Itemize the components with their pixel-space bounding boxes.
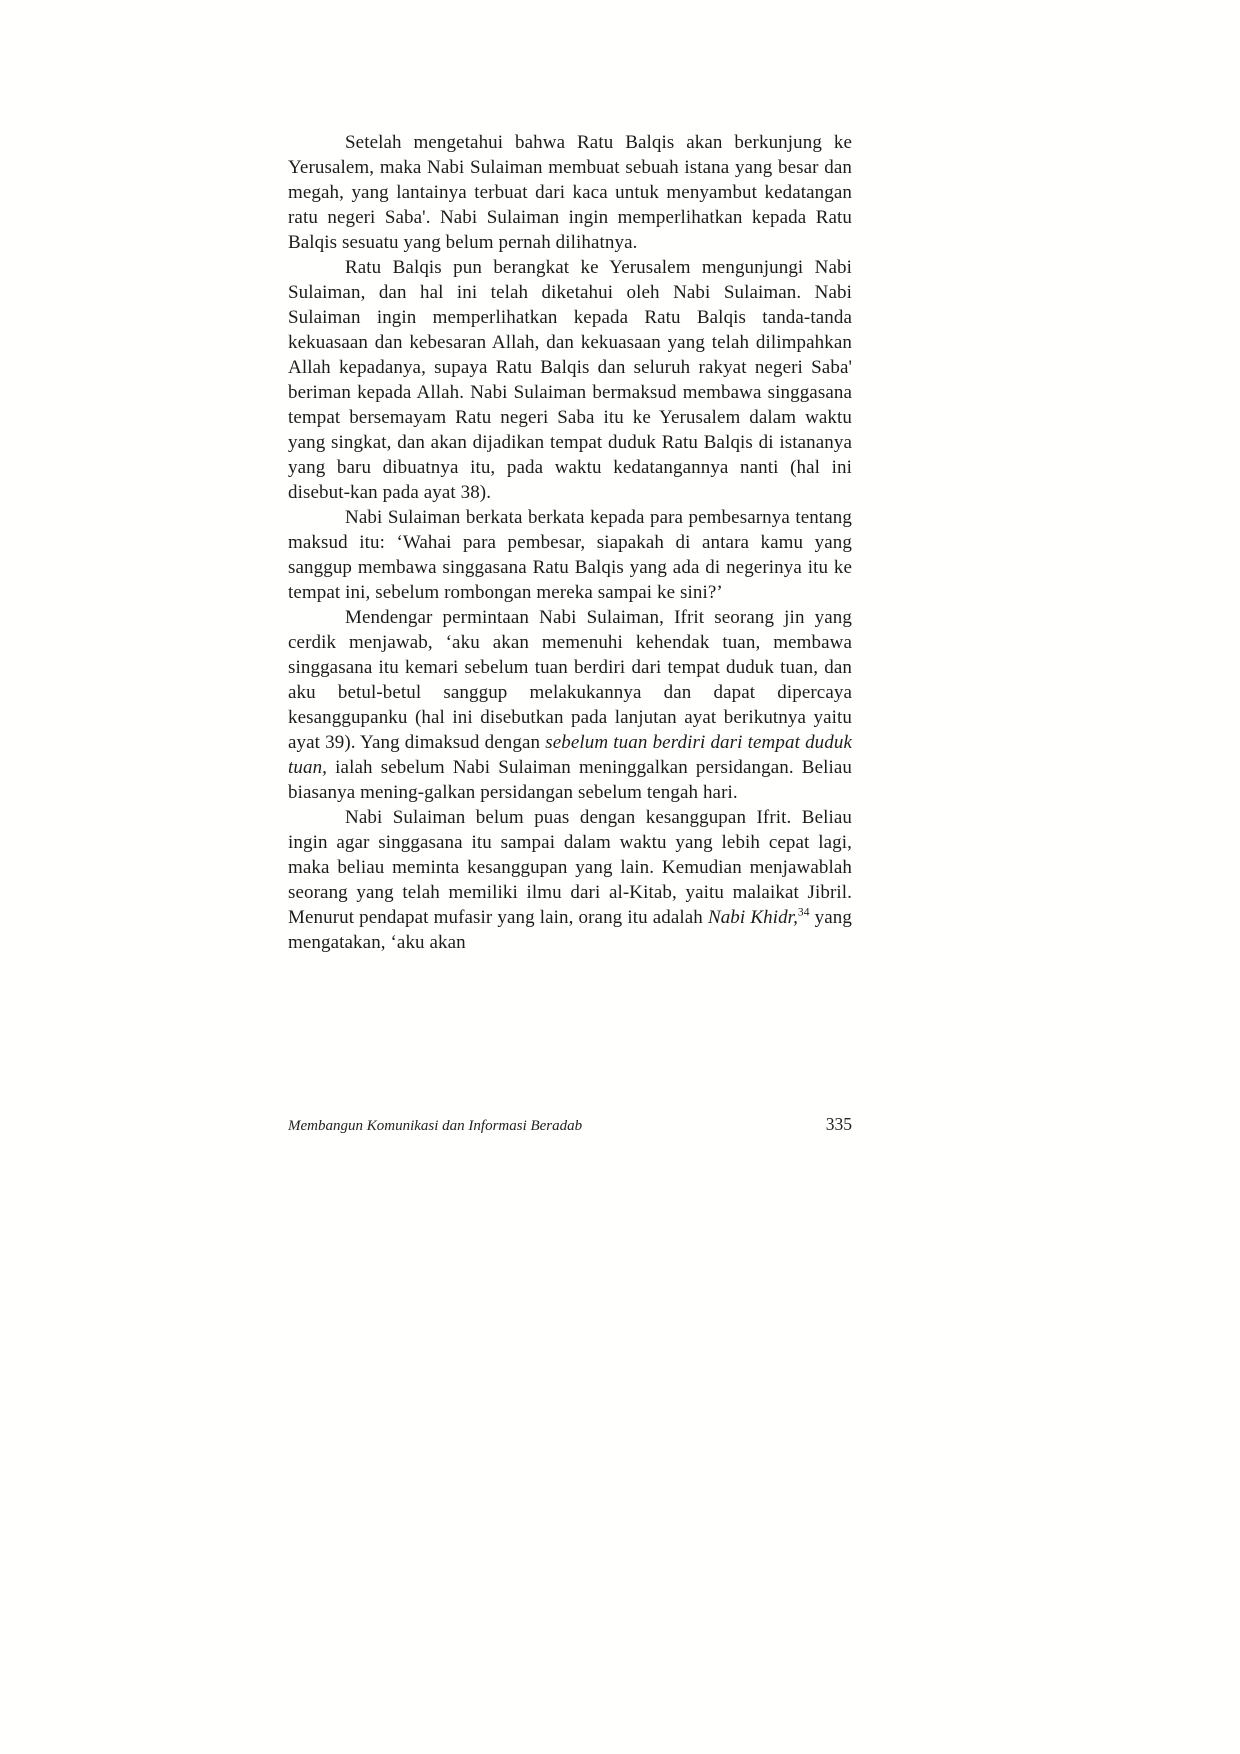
text-segment: Setelah mengetahui bahwa Ratu Balqis akan berkunjung ke Yerusalem, maka Nabi Sulaiman membuat sebuah istana yang besar dan megah, yang lantainya terbuat dari kaca untuk menyambut kedatangan ratu negeri Saba'. Nabi Sulaiman ingin memperlihatkan kepada Ratu Balqis sesuatu yang belum pernah dilihatnya. [288, 132, 852, 253]
text-segment: ialah sebelum Nabi Sulaiman meninggalkan persidangan. Beliau biasanya mening-galkan persidangan sebelum tengah hari. [288, 757, 852, 803]
paragraph-2 [288, 255, 852, 505]
page-footer [288, 1114, 852, 1135]
paragraph-1 [288, 130, 852, 255]
italic-text-segment: Nabi Khidr, [707, 907, 798, 928]
text-segment: Ratu Balqis pun berangkat ke Yerusalem mengunjungi Nabi Sulaiman, dan hal ini telah diketahui oleh Nabi Sulaiman. Nabi Sulaiman ingin memperlihatkan kepada Ratu Balqis tanda-tanda kekuasaan dan kebesaran Allah, dan kekuasaan yang telah dilimpahkan Allah kepadanya, supaya Ratu Balqis dan seluruh rakyat negeri Saba' beriman kepada Allah. Nabi Sulaiman bermaksud membawa singgasana tempat bersemayam Ratu negeri Saba itu ke Yerusalem dalam waktu yang singkat, dan akan dijadikan tempat duduk Ratu Balqis di istananya yang baru dibuatnya itu, pada waktu kedatangannya nanti (hal ini disebut-kan pada ayat 38). [288, 257, 852, 503]
text-segment: yang mengatakan, ‘aku akan [288, 907, 852, 953]
footer-book-title: Membangun Komunikasi dan Informasi Beradab [288, 1118, 583, 1134]
text-segment: Nabi Sulaiman berkata berkata kepada para pembesarnya tentang maksud itu: ‘Wahai para pembesar, siapakah di antara kamu yang sanggup membawa singgasana Ratu Balqis yang ada di negerinya itu ke tempat ini, sebelum rombongan mereka sampai ke sini?’ [288, 507, 852, 603]
text-segment: Mendengar permintaan Nabi Sulaiman, Ifrit seorang jin yang cerdik menjawab, ‘aku akan memenuhi kehendak tuan, membawa singgasana itu kemari sebelum tuan berdiri dari tempat duduk tuan, dan aku betul-betul sanggup melakukannya dan dapat dipercaya kesanggupanku (hal ini disebutkan pada lanjutan ayat berikutnya yaitu ayat 39). Yang dimaksud dengan [288, 607, 852, 753]
text-segment: Nabi Sulaiman belum puas dengan kesanggupan Ifrit. Beliau ingin agar singgasana itu sampai dalam waktu yang lebih cepat lagi, maka beliau meminta kesanggupan yang lain. Kemudian menjawablah seorang yang telah memiliki ilmu dari al-Kitab, yaitu malaikat Jibril. Menurut pendapat mufasir yang lain, orang itu adalah [288, 807, 852, 928]
footnote-reference: 34 [797, 906, 810, 919]
italic-text-segment: sebelum tuan berdiri dari tempat duduk tuan, [288, 732, 853, 778]
page-number: 335 [825, 1114, 852, 1134]
paragraph-5 [288, 805, 852, 955]
paragraph-4 [288, 605, 852, 805]
text-block [288, 130, 852, 955]
paragraph-3 [288, 505, 852, 605]
